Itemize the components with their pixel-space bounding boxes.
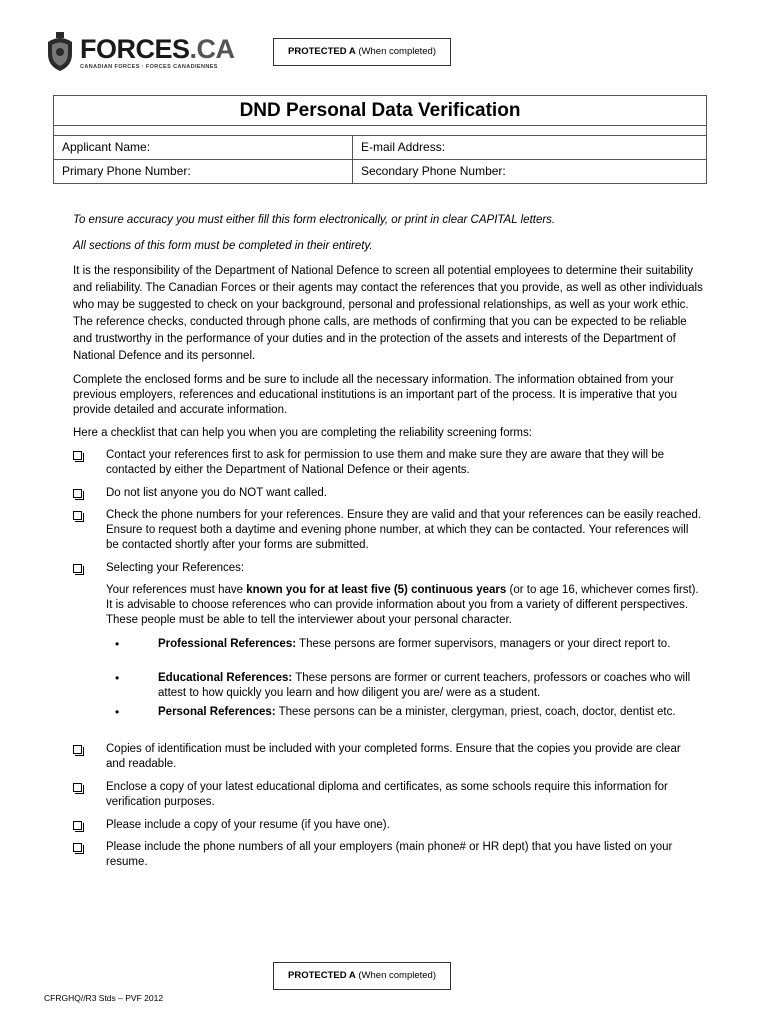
- email-field[interactable]: E-mail Address:: [361, 140, 446, 154]
- instruction-complete-all: All sections of this form must be completed in their entirety.: [73, 240, 373, 252]
- checkbox-icon: [73, 843, 82, 852]
- checklist-item: Check the phone numbers for your references. Ensure they are valid and that your references can be easily reached. Ensure to request both a daytime and evening phone number, at which they can be contacted. Your references will be contacted shortly after your forms are submitted.: [73, 508, 703, 553]
- form-code: CFRGHQ//R3 Stds – PVF 2012: [44, 993, 164, 1003]
- form-header-table: [53, 95, 707, 184]
- checkbox-icon: [73, 821, 82, 830]
- bullet-personal-references: • Personal References: These persons can be a minister, clergyman, priest, coach, doctor, dentist etc.: [115, 705, 676, 719]
- checklist-item: Please include the phone numbers of all your employers (main phone# or HR dept) that you have listed on your resume.: [73, 840, 703, 870]
- field-row-1: [54, 136, 706, 160]
- logo-subtitle: CANADIAN FORCES · FORCES CANADIENNES: [80, 64, 218, 70]
- paragraph-responsibility: It is the responsibility of the Department of National Defence to screen all potential employees to determine their suitability and reliability. The Canadian Forces or their agents may contact the references that you provide, as well as other individuals who may be suggested to check on your background, personal and professional relationships, as well as your work ethic. The reference checks, conducted through phone calls, are methods of confirming that you can be expected to be reliable and trustworthy in the performance of your duties and in the protection of the assets and interests of the Department of National Defence and its personnel.: [73, 265, 703, 362]
- applicant-name-field[interactable]: Applicant Name:: [54, 136, 353, 159]
- bullet-professional-references: • Professional References: These persons are former supervisors, managers or your direct report to.: [115, 637, 671, 651]
- checkbox-icon: [73, 451, 82, 460]
- bullet-icon: •: [115, 637, 120, 651]
- checkbox-icon: [73, 564, 82, 573]
- secondary-phone-field[interactable]: Secondary Phone Number:: [361, 164, 506, 178]
- checklist-item: Copies of identification must be included with your completed forms. Ensure that the copies you provide are clear and readable.: [73, 742, 703, 772]
- spacer-row: [54, 126, 706, 136]
- field-row-2: [54, 160, 706, 183]
- primary-phone-field[interactable]: Primary Phone Number:: [54, 160, 353, 183]
- checkbox-icon: [73, 489, 82, 498]
- protected-label-bottom: PROTECTED A (When completed): [273, 962, 451, 990]
- checkbox-icon: [73, 511, 82, 520]
- bullet-icon: •: [115, 671, 120, 685]
- logo-wordmark: FORCES.CA: [80, 34, 235, 64]
- bullet-icon: •: [115, 705, 120, 719]
- checklist-item-references: Selecting your References:: [73, 561, 703, 576]
- checkbox-icon: [73, 783, 82, 792]
- instruction-capital-letters: To ensure accuracy you must either fill this form electronically, or print in clear CAPITAL letters.: [73, 214, 556, 226]
- checklist-item: Enclose a copy of your latest educational diploma and certificates, as some schools require this information for verification purposes.: [73, 780, 703, 810]
- form-title: DND Personal Data Verification: [54, 96, 706, 126]
- forces-logo: [44, 30, 235, 76]
- bullet-educational-references: • Educational References: These persons are former or current teachers, professors or coaches who will attest to how quickly you learn and how diligent you are/ were as a student.: [115, 671, 691, 699]
- checklist-item: Please include a copy of your resume (if you have one).: [73, 818, 703, 833]
- paragraph-checklist-intro: Here a checklist that can help you when you are completing the reliability screening forms:: [73, 427, 532, 439]
- checklist-item: Contact your references first to ask for permission to use them and make sure they are aware that they will be contacted by either the Department of National Defence or their agents.: [73, 448, 703, 478]
- paragraph-complete-forms: Complete the enclosed forms and be sure to include all the necessary information. The information obtained from your previous employers, references and educational institutions is an important part of the process. It is imperative that you provide detailed and accurate information.: [73, 374, 678, 416]
- checkbox-icon: [73, 745, 82, 754]
- references-intro: Your references must have known you for at least five (5) continuous years (or to age 16, whichever comes first). It is advisable to choose references who can provide information about you from a variety of different perspectives. These people must be able to tell the interviewer about your personal character.: [106, 584, 699, 626]
- checklist-item: Do not list anyone you do NOT want called.: [73, 486, 703, 501]
- crest-icon: [44, 32, 76, 72]
- protected-label-top: PROTECTED A (When completed): [273, 38, 451, 66]
